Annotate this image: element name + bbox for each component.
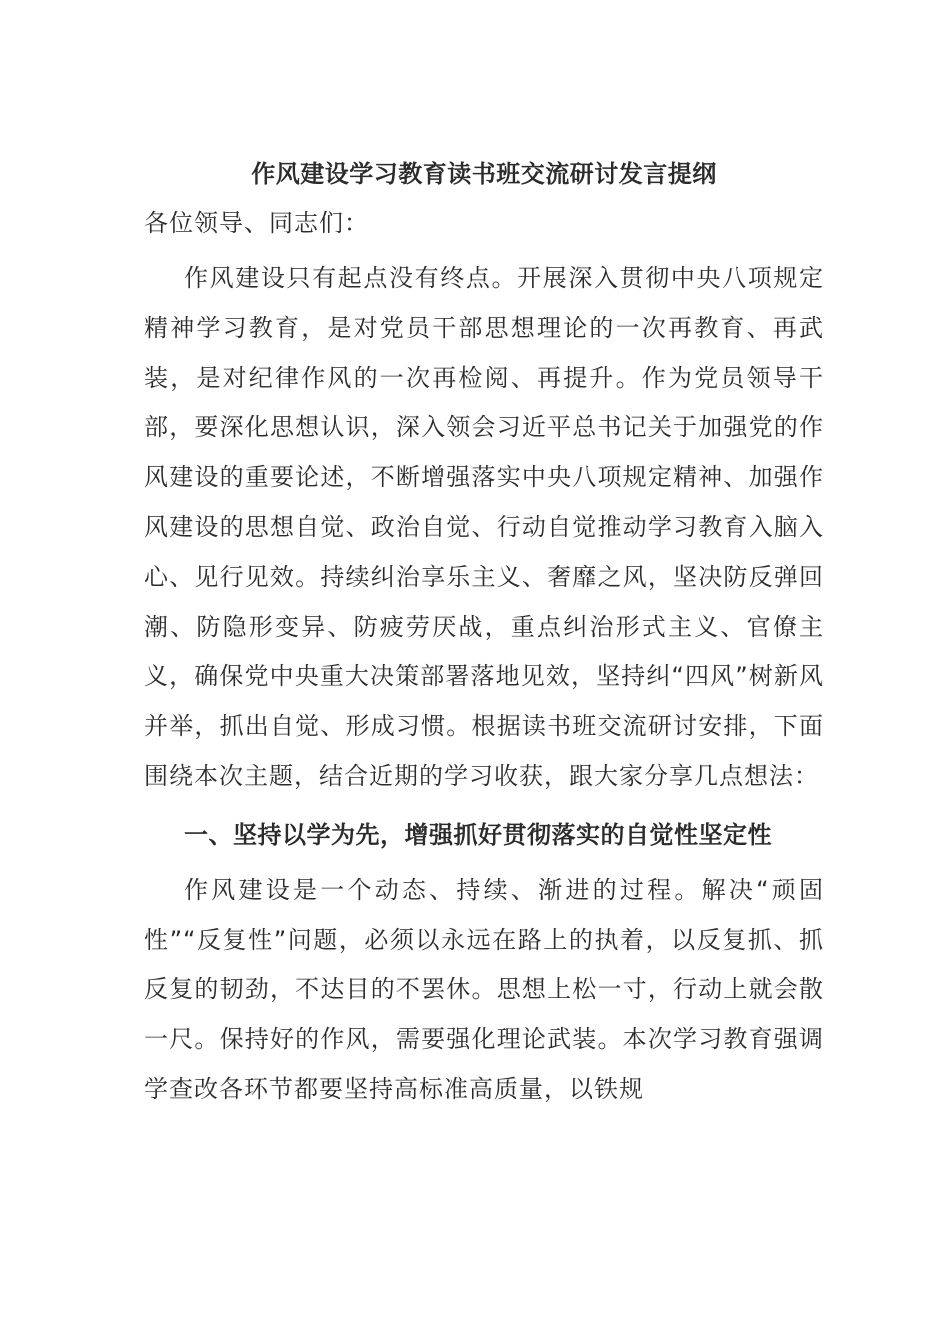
salutation: 各位领导、同志们：: [144, 209, 369, 237]
document-body: [144, 152, 824, 1123]
intro-paragraph: 作风建设只有起点没有终点。开展深入贯彻中央八项规定精神学习教育，是对党员干部思想理论的一次再教育、再武装，是对纪律作风的一次再检阅、再提升。作为党员领导干部，要深化思想认识，深入领会习近平总书记关于加强党的作风建设的重要论述，不断增强落实中央八项规定精神、加强作风建设的思想自觉、政治自觉、行动自觉推动学习教育入脑入心、见行见效。持续纠治享乐主义、奢靡之风，坚决防反弹回潮、防隐形变异、防疲劳厌战，重点纠治形式主义、官僚主义，确保党中央重大决策部署落地见效，坚持纠“四风”树新风并举，抓出自觉、形成习惯。根据读书班交流研讨安排，下面围绕本次主题，结合近期的学习收获，跟大家分享几点想法：: [144, 264, 824, 790]
section-1-heading: 一、坚持以学为先，增强抓好贯彻落实的自觉性坚定性: [184, 820, 772, 849]
document-title: 作风建设学习教育读书班交流研讨发言提纲: [251, 160, 717, 188]
section-1-paragraph: 作风建设是一个动态、持续、渐进的过程。解决“顽固性”“反复性”问题，必须以永远在路上的执着，以反复抓、抓反复的韧劲，不达目的不罢休。思想上松一寸，行动上就会散一尺。保持好的作风，需要强化理论武装。本次学习教育强调学查改各环节都要坚持高标准高质量，以铁规: [144, 875, 824, 1103]
